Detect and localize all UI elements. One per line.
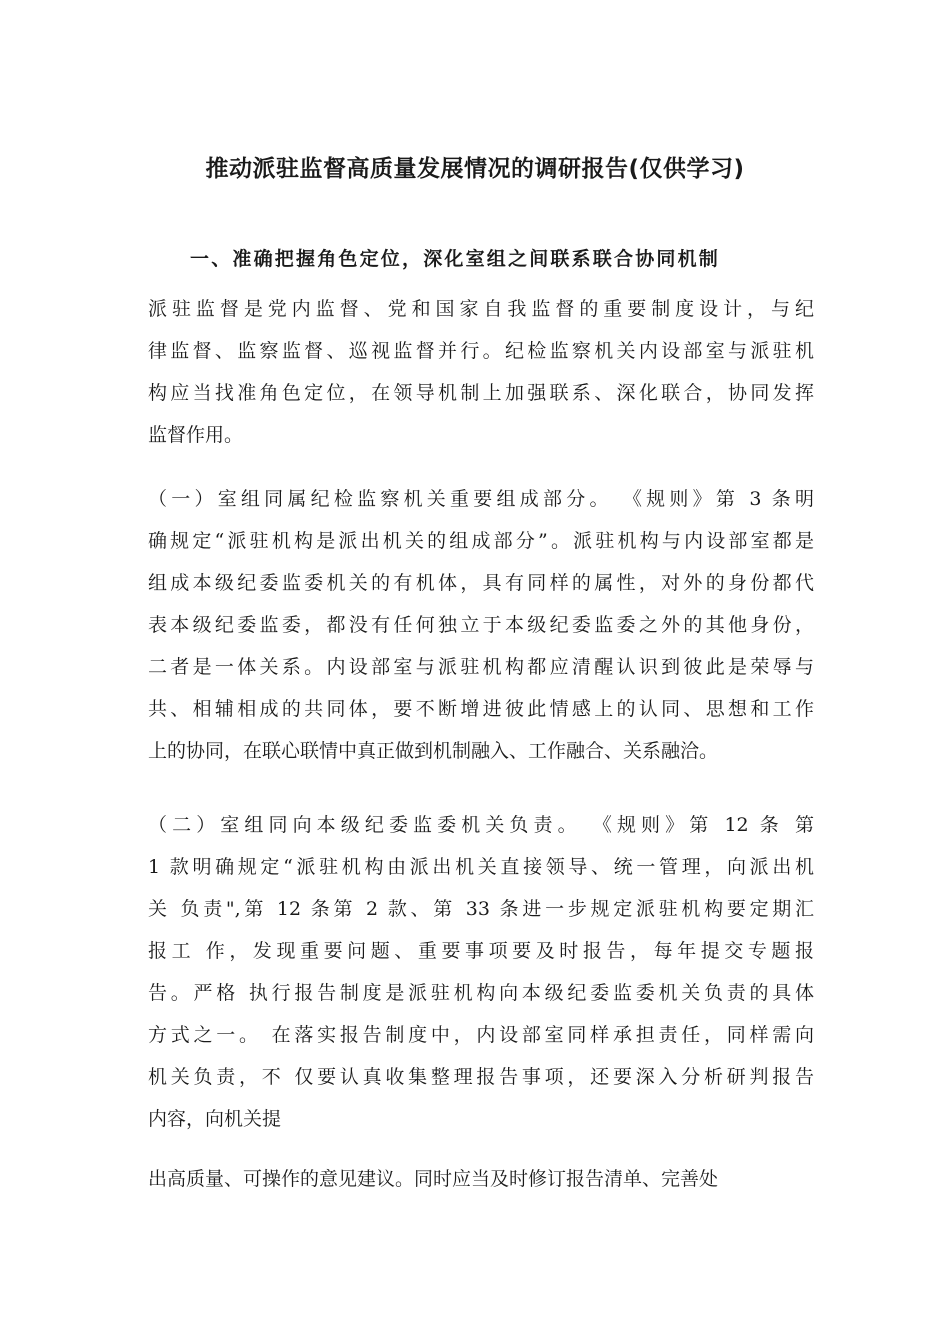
paragraph-4 — [148, 1158, 814, 1200]
paragraph-line: 构应当找准角色定位，在领导机制上加强联系、深化联合，协同发挥 — [148, 382, 814, 404]
paragraph-line: 1 款明确规定“派驻机构由派出机关直接领导、统一管理，向派出机 — [148, 856, 814, 878]
paragraph-2 — [148, 478, 814, 772]
paragraph-line: （二）室组同向本级纪委监委机关负责。 《规则》第 12 条 第 — [148, 814, 814, 836]
paragraph-line: 律监督、监察监督、巡视监督并行。纪检监察机关内设部室与派驻机 — [148, 340, 814, 362]
section-heading-1: 一、准确把握角色定位，深化室组之间联系联合协同机制 — [190, 248, 721, 270]
paragraph-line: 表本级纪委监委，都没有任何独立于本级纪委监委之外的其他身份， — [148, 614, 814, 636]
paragraph-3 — [148, 804, 814, 1140]
paragraph-line: 内容，向机关提 — [148, 1108, 282, 1130]
paragraph-line: 告。严格 执行报告制度是派驻机构向本级纪委监委机关负责的具体 — [148, 982, 814, 1004]
paragraph-line: 上的协同，在联心联情中真正做到机制融入、工作融合、关系融洽。 — [148, 740, 719, 762]
paragraph-line: 机关负责，不 仅要认真收集整理报告事项，还要深入分析研判报告 — [148, 1066, 814, 1088]
paragraph-line: 组成本级纪委监委机关的有机体，具有同样的属性，对外的身份都代 — [148, 572, 814, 594]
paragraph-line: 报工 作，发现重要问题、重要事项要及时报告，每年提交专题报 — [148, 940, 814, 962]
paragraph-line: 确规定“派驻机构是派出机关的组成部分”。派驻机构与内设部室都是 — [148, 530, 814, 552]
paragraph-line: 方式之一。 在落实报告制度中，内设部室同样承担责任，同样需向 — [148, 1024, 814, 1046]
paragraph-line: 关 负责",第 12 条第 2 款、第 33 条进一步规定派驻机构要定期汇 — [148, 898, 814, 920]
paragraph-line: 出高质量、可操作的意见建议。同时应当及时修订报告清单、完善处 — [148, 1168, 719, 1190]
paragraph-line: 派驻监督是党内监督、党和国家自我监督的重要制度设计，与纪 — [148, 298, 814, 320]
paragraph-line: 二者是一体关系。内设部室与派驻机构都应清醒认识到彼此是荣辱与 — [148, 656, 814, 678]
paragraph-line: （一）室组同属纪检监察机关重要组成部分。 《规则》第 3 条明 — [148, 488, 814, 510]
paragraph-1 — [148, 288, 814, 456]
paragraph-line: 监督作用。 — [148, 424, 244, 446]
paragraph-line: 共、相辅相成的共同体，要不断增进彼此情感上的认同、思想和工作 — [148, 698, 814, 720]
document-title: 推动派驻监督高质量发展情况的调研报告(仅供学习) — [205, 156, 745, 182]
